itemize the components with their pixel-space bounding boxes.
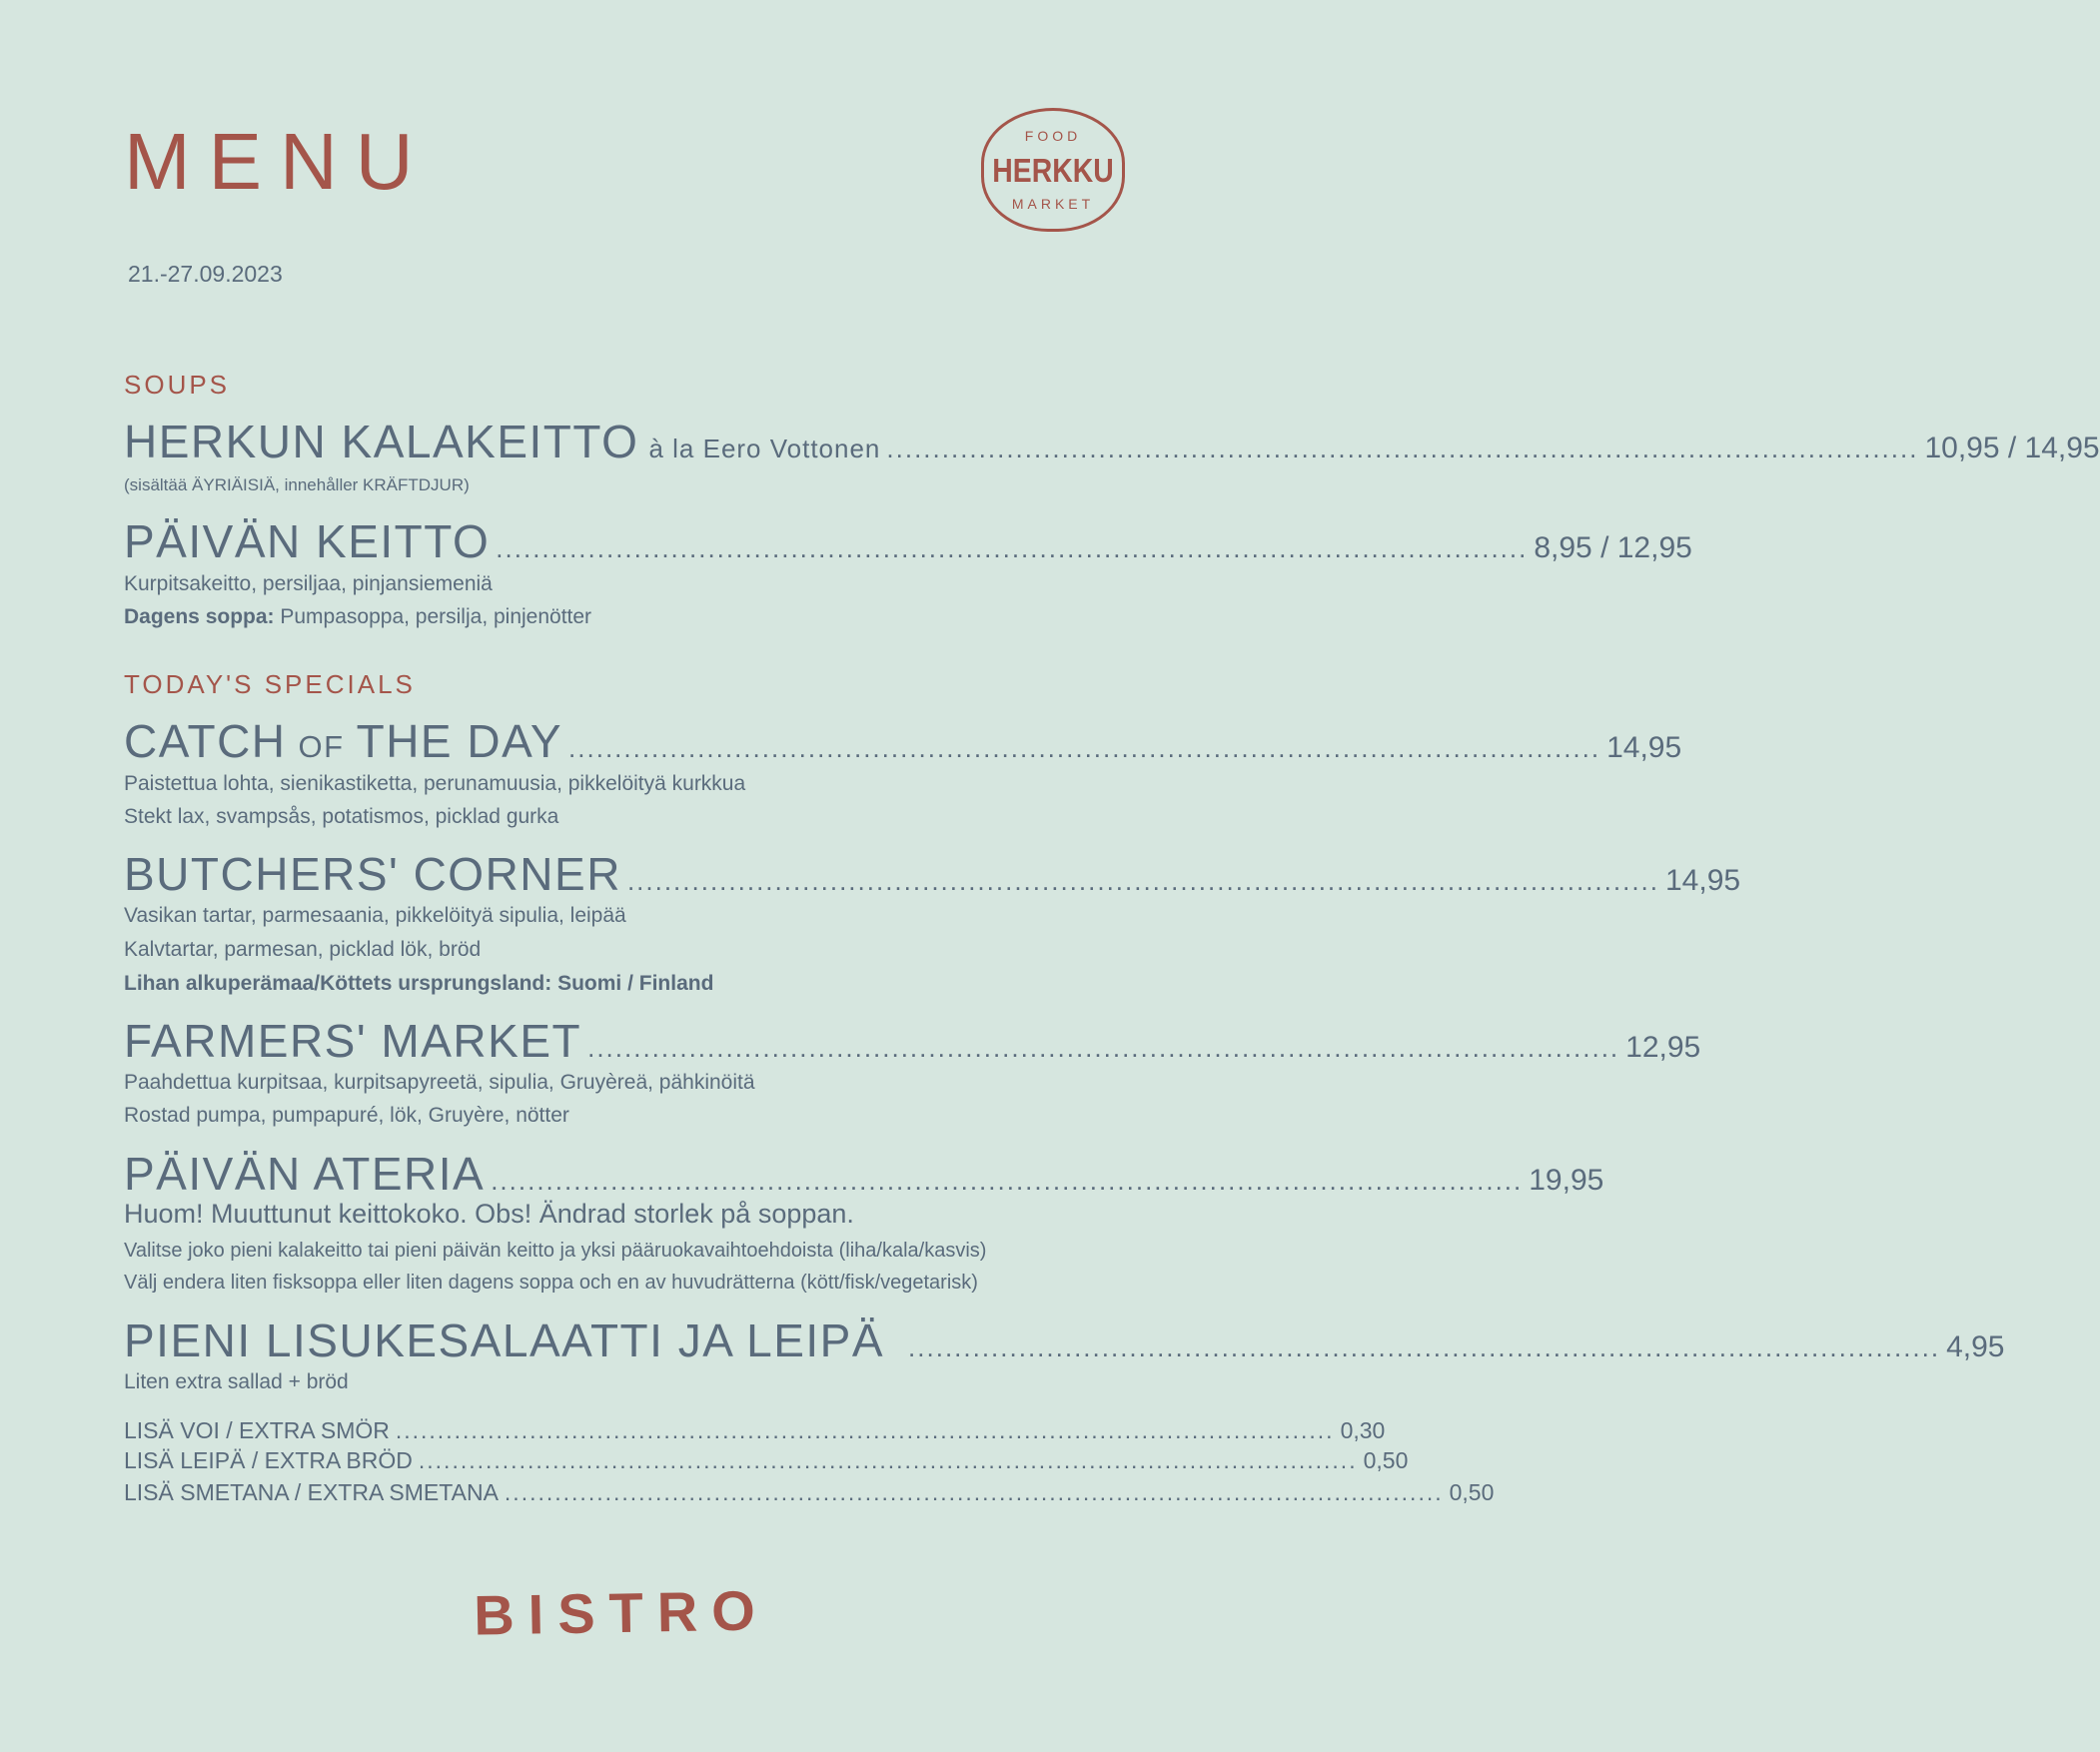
item-desc: Kurpitsakeitto, persiljaa, pinjansiemeniä [124,572,493,595]
dot-leader: ................................................................................................................ [418,1447,1358,1473]
item-desc-sv: Stekt lax, svampsås, potatismos, picklad gurka [124,805,559,828]
item-desc: Liten extra sallad + bröd [124,1370,349,1393]
menu-date: 21.-27.09.2023 [128,261,283,287]
item-name: PÄIVÄN KEITTO [124,515,491,567]
dot-leader: ................................................................................................................ [626,866,1659,896]
extra-row [124,1447,1409,1474]
item-desc: Valitse joko pieni kalakeitto tai pieni päivän keitto ja yksi pääruokavaihtoehdoista (liha/kala/kasvis) [124,1240,987,1262]
page-title: MENU [124,117,432,206]
dot-leader: ................................................................................................................ [395,1417,1335,1443]
item-catch-of-the-day [124,714,1682,768]
item-farmers-market [124,1014,1701,1068]
dot-leader: ................................................................................................................ [491,1166,1524,1196]
section-specials: TODAY'S SPECIALS [124,669,416,699]
logo-bottom-text: MARKET [1011,196,1095,212]
item-name-part: THE DAY [356,715,563,767]
item-lisukesalaatti [124,1314,2005,1367]
item-name-part: CATCH [124,715,287,767]
item-name: FARMERS' MARKET [124,1015,582,1067]
item-notice: Huom! Muuttunut keittokoko. Obs! Ändrad storlek på soppan. [124,1199,854,1229]
extra-price: 0,50 [1363,1447,1409,1473]
item-price: 14,95 [1606,731,1682,764]
item-desc: Paahdettua kurpitsaa, kurpitsapyreetä, sipulia, Gruyèreä, pähkinöitä [124,1071,755,1094]
logo-top-text: FOOD [1024,128,1082,144]
item-price: 4,95 [1946,1330,2005,1363]
item-price: 12,95 [1625,1031,1701,1064]
logo-main-text: HERKKU [992,152,1114,189]
item-butchers-corner [124,847,1741,901]
menu-page [124,0,2100,1752]
desc-label: Dagens soppa: [124,605,275,628]
dot-leader: ................................................................................................................ [886,434,1919,463]
bistro-logo: BISTRO [473,1578,770,1647]
section-soups: SOUPS [124,370,231,400]
item-desc: Paistettua lohta, sienikastiketta, perunamuusia, pikkelöityä kurkkua [124,772,746,795]
item-price: 19,95 [1529,1164,1604,1197]
item-price: 8,95 / 12,95 [1534,531,1692,564]
dot-leader: ................................................................................................................ [568,733,1601,763]
item-name-part: OF [298,729,345,764]
item-desc-sv: Välj endera liten fisksoppa eller liten dagens soppa och en av huvudrätterna (kött/fisk/vegetarisk) [124,1272,978,1294]
item-suffix: à la Eero Vottonen [648,434,881,463]
item-price: 10,95 / 14,95 [1924,432,2100,464]
item-name: PIENI LISUKESALAATTI JA LEIPÄ [124,1314,885,1366]
dot-leader: ................................................................................................................ [908,1332,1941,1362]
item-name: BUTCHERS' CORNER [124,848,621,900]
item-name: HERKUN KALAKEITTO [124,416,639,467]
desc-text: Pumpasoppa, persilja, pinjenötter [274,605,592,628]
item-kalakeitto [124,415,2100,468]
item-name: PÄIVÄN ATERIA [124,1148,486,1200]
item-origin: Lihan alkuperämaa/Köttets ursprungsland: Suomi / Finland [124,972,714,995]
extra-price: 0,50 [1449,1479,1495,1505]
dot-leader: ................................................................................................................ [587,1033,1620,1063]
extra-label: LISÄ SMETANA / EXTRA SMETANA [124,1479,499,1505]
extra-label: LISÄ VOI / EXTRA SMÖR [124,1417,390,1443]
dot-leader: ................................................................................................................ [496,533,1529,563]
item-note: (sisältää ÄYRIÄISIÄ, innehåller KRÄFTDJUR) [124,475,470,494]
extra-price: 0,30 [1340,1417,1386,1443]
item-paivan-keitto [124,514,1692,568]
item-desc-sv [124,605,591,629]
extra-label: LISÄ LEIPÄ / EXTRA BRÖD [124,1447,413,1473]
item-desc: Vasikan tartar, parmesaania, pikkelöityä sipulia, leipää [124,904,626,927]
item-desc-sv: Kalvtartar, parmesan, picklad lök, bröd [124,938,482,961]
extra-row [124,1479,1495,1506]
extra-row [124,1417,1386,1444]
dot-leader: ................................................................................................................ [504,1479,1444,1505]
herkku-logo [981,108,1125,234]
item-price: 14,95 [1664,864,1741,897]
item-desc-sv: Rostad pumpa, pumpapuré, lök, Gruyère, nötter [124,1104,569,1127]
item-paivan-ateria [124,1147,1604,1201]
